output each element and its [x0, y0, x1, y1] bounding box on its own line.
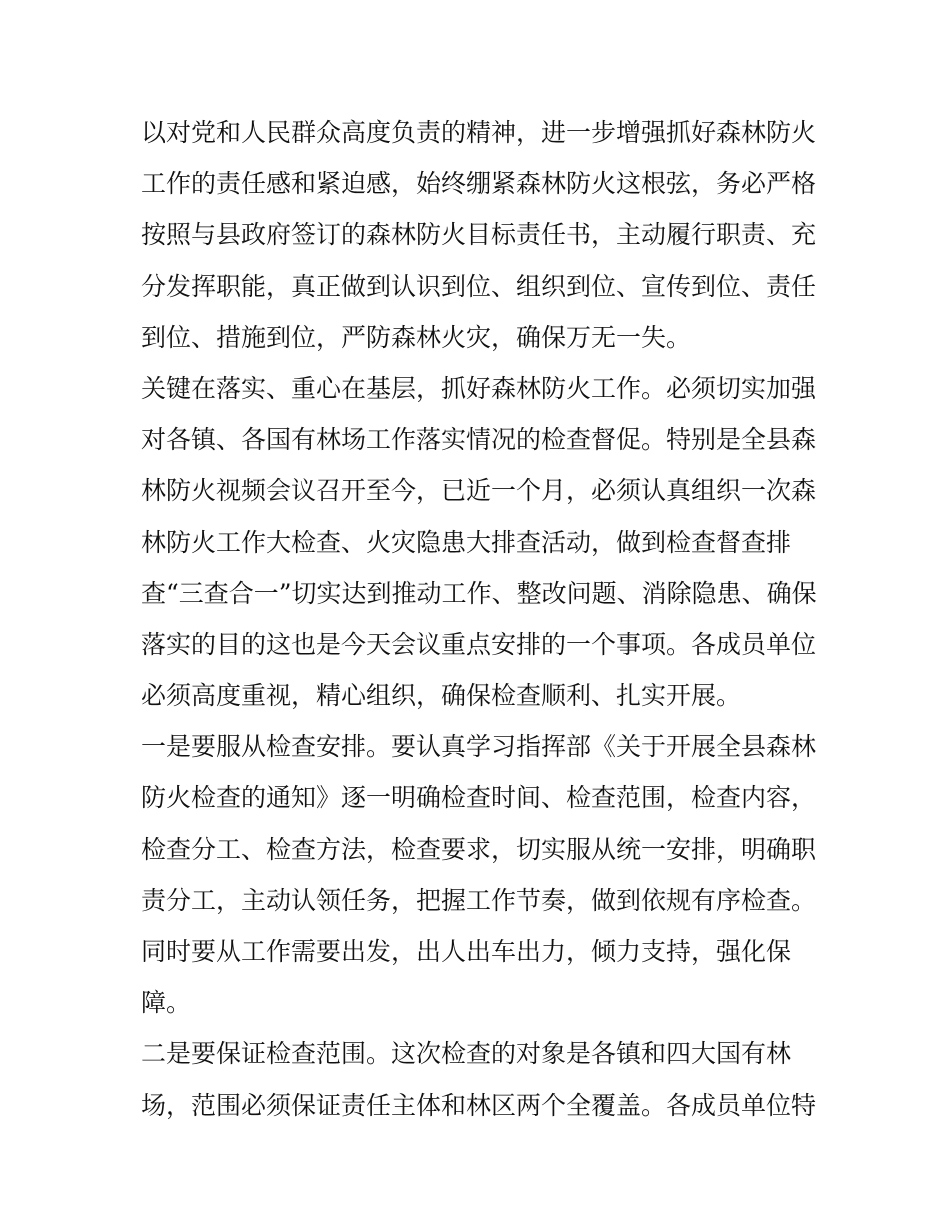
text-line: 分发挥职能，真正做到认识到位、组织到位、宣传到位、责任: [141, 271, 817, 301]
text-line: 一是要服从检查安排。要认真学习指挥部《关于开展全县森林: [141, 732, 817, 762]
text-line: 检查分工、检查方法，检查要求，切实服从统一安排，明确职: [141, 834, 817, 864]
text-line: 责分工，主动认领任务，把握工作节奏，做到依规有序检查。: [141, 885, 817, 915]
text-line: 林防火视频会议召开至今，已近一个月，必须认真组织一次森: [141, 476, 817, 506]
text-line: 同时要从工作需要出发，出人出车出力，倾力支持，强化保: [141, 937, 792, 966]
text-line: 工作的责任感和紧迫感，始终绷紧森林防火这根弦，务必严格: [141, 169, 817, 199]
text-line: 对各镇、各国有林场工作落实情况的检查督促。特别是全县森: [141, 425, 817, 455]
text-line: 二是要保证检查范围。这次检查的对象是各镇和四大国有林: [141, 1039, 792, 1069]
text-line: 防火检查的通知》逐一明确检查时间、检查范围，检查内容，: [141, 783, 817, 813]
text-line: 必须高度重视，精心组织，确保检查顺利、扎实开展。: [141, 681, 742, 711]
text-line: 场，范围必须保证责任主体和林区两个全覆盖。各成员单位特: [141, 1090, 817, 1120]
text-line: 关键在落实、重心在基层，抓好森林防火工作。必须切实加强: [141, 373, 817, 403]
text-line: 林防火工作大检查、火灾隐患大排查活动，做到检查督查排: [141, 527, 792, 557]
text-line: 以对党和人民群众高度负责的精神，进一步增强抓好森林防火: [141, 118, 817, 147]
text-line: 按照与县政府签订的森林防火目标责任书，主动履行职责、充: [141, 220, 817, 250]
body-text: [141, 107, 821, 1131]
text-line: 障。: [141, 988, 192, 1018]
text-line: 查“三查合一”切实达到推动工作、整改问题、消除隐患、确保: [141, 578, 817, 608]
text-line: 到位、措施到位，严防森林火灾，确保万无一失。: [141, 322, 692, 352]
text-line: 落实的目的这也是今天会议重点安排的一个事项。各成员单位: [141, 629, 817, 659]
